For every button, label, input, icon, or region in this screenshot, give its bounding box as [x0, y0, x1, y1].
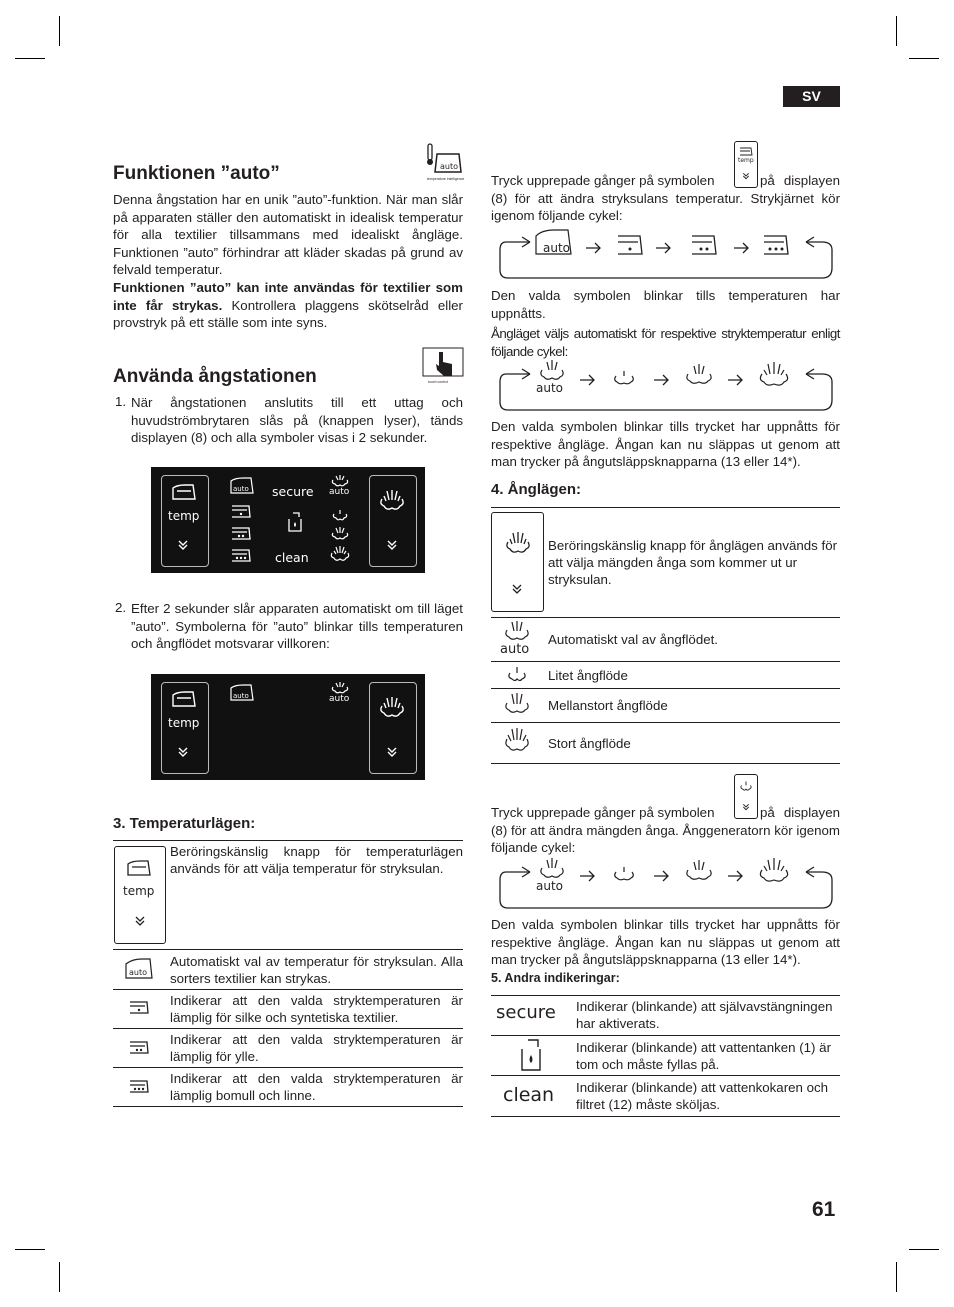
- chevron-down-icon: [177, 539, 189, 551]
- steam-auto-label: auto: [329, 694, 350, 704]
- steam-medium-icon: [330, 526, 350, 541]
- table-rule: [491, 617, 840, 618]
- temp-label: temp: [123, 884, 155, 898]
- iron-icon: [169, 483, 199, 501]
- table-rule: [491, 688, 840, 689]
- temp-cycle-intro-a: Tryck upprepade gånger på symbolen: [491, 173, 715, 188]
- touch-control-icon: [422, 346, 464, 386]
- steam-row-auto: Automatiskt val av ångflödet.: [548, 632, 718, 647]
- table-rule: [491, 661, 840, 662]
- iron-three-dots-icon: [229, 547, 253, 563]
- secure-label: secure: [272, 484, 314, 499]
- svg-text:auto: auto: [233, 692, 249, 700]
- temp-label: temp: [738, 157, 754, 164]
- steam-auto-icon: [502, 620, 532, 642]
- steam-auto-label: auto: [329, 487, 350, 497]
- page-number: 61: [812, 1198, 836, 1221]
- svg-text:auto: auto: [440, 162, 459, 171]
- indicator-clean-text: Indikerar (blinkande) att vattenkokaren och filtret (12) måste sköljas.: [576, 1080, 829, 1112]
- step-2-text: Efter 2 sekunder slår apparaten automatiskt om till läget ”auto”. Symbolerna för ”auto” blinkar tills temperaturen och ångflödet motsvarar villkoren:: [131, 601, 463, 651]
- table-rule: [491, 1035, 840, 1036]
- table-rule: [491, 1116, 840, 1117]
- crop-mark: [59, 1262, 60, 1292]
- svg-text:auto: auto: [129, 968, 148, 977]
- crop-mark: [896, 1262, 897, 1292]
- indicators-title: 5. Andra indikeringar:: [491, 971, 620, 985]
- crop-mark: [909, 58, 939, 59]
- iron-one-dot-icon: [229, 503, 253, 519]
- steam-large-icon: [502, 727, 532, 755]
- clean-label: clean: [275, 550, 309, 565]
- table-rule: [491, 763, 840, 764]
- temp-row-silk: Indikerar att den valda stryktemperaturen är lämplig för silke och syntetiska textilier.: [170, 993, 463, 1025]
- language-badge: SV: [783, 86, 840, 107]
- table-rule: [113, 840, 463, 841]
- water-tank-icon: [518, 1037, 544, 1073]
- crop-mark: [15, 58, 45, 59]
- chevron-down-icon: [177, 746, 189, 758]
- iron-one-dot-icon: [127, 999, 151, 1015]
- iron-icon: [169, 690, 199, 708]
- steam-row-small: Litet ångflöde: [548, 668, 628, 683]
- table-rule: [113, 1067, 463, 1068]
- table-rule: [113, 1028, 463, 1029]
- table-rule: [491, 507, 840, 508]
- chevron-down-icon: [386, 539, 398, 551]
- steam-blink-text: Den valda symbolen blinkar tills trycket har uppnåtts för respektive ångläge. Ångan kan nu släppas ut genom att man trycker på ångutsläppsknapparna (13 eller 14*).: [491, 419, 840, 469]
- step-2-number: 2.: [115, 600, 127, 615]
- steam-cycle-intro-a: Tryck upprepade gånger på symbolen: [491, 805, 715, 820]
- steam-large-icon: [329, 545, 351, 563]
- temp-intro: Beröringskänslig knapp för temperaturlägen används för att välja temperatur för stryksulan.: [170, 844, 463, 876]
- crop-mark: [896, 16, 897, 46]
- iron-auto-icon: [122, 956, 156, 980]
- table-rule: [491, 995, 840, 996]
- cycle-auto-label: auto: [543, 241, 571, 255]
- temp-label: temp: [168, 716, 200, 730]
- iron-two-dots-icon: [229, 525, 253, 541]
- iron-auto-icon: [227, 477, 257, 495]
- steam-large-icon: [377, 489, 407, 513]
- steam-cycle-intro-b: på displayen (8) för att ändra mängden ånga. Ånggeneratorn kör igenom följande cykel:: [491, 805, 840, 855]
- table-rule: [113, 989, 463, 990]
- auto-section-title: Funktionen ”auto”: [113, 163, 280, 184]
- steam-large-icon: [377, 696, 407, 720]
- auto-paragraph-2: [113, 279, 463, 332]
- cycle-auto-label: auto: [536, 879, 564, 893]
- steam-auto-intro: Ångläget väljs automatiskt för respektive stryktemperatur enligt följande cykel:: [491, 326, 840, 359]
- crop-mark: [15, 1249, 45, 1250]
- temperature-intelligence-icon: [425, 142, 465, 182]
- steam-row-medium: Mellanstort ångflöde: [548, 698, 668, 713]
- temp-row-auto: Automatiskt val av temperatur för stryksulan. Alla sorters textilier kan strykas.: [170, 954, 463, 986]
- iron-two-dots-icon: [127, 1039, 151, 1055]
- temp-cycle-intro-b: på displayen (8) för att ändra stryksulans temperatur. Strykjärnet kör igenom följande cykel:: [491, 173, 840, 223]
- steam-button-icon: [491, 512, 544, 612]
- display-panel-all-symbols: [151, 467, 425, 573]
- steam-medium-icon: [502, 692, 532, 716]
- crop-mark: [909, 1249, 939, 1250]
- auto-warning-bold: Funktionen ”auto” kan inte användas för textilier som inte får strykas.: [113, 280, 463, 313]
- iron-auto-icon: [227, 684, 257, 702]
- table-rule: [113, 949, 463, 950]
- temp-button-icon: [114, 846, 166, 944]
- step-1-text: När ångstationen anslutits till ett uttag och huvudströmbrytaren slås på (knappen lyser), tänds displayen (8) och alla symboler visas i 2 sekunder.: [131, 395, 463, 445]
- steam-auto-label: auto: [500, 642, 530, 657]
- table-rule: [113, 1106, 463, 1107]
- iron-three-dots-icon: [127, 1078, 151, 1094]
- temp-row-wool: Indikerar att den valda stryktemperaturen är lämplig för ylle.: [170, 1032, 463, 1064]
- temp-section-title: 3. Temperaturlägen:: [113, 815, 256, 832]
- chevron-down-icon: [386, 746, 398, 758]
- steam-section-title: 4. Ånglägen:: [491, 481, 582, 498]
- steam-blink-text-2: Den valda symbolen blinkar tills trycket har uppnåtts för respektive ångläge. Ångan kan nu släppas ut genom att man trycker på ångutsläppsknapparna (13 eller 14*).: [491, 917, 840, 967]
- temp-blink-text: Den valda symbolen blinkar tills temperaturen har uppnåtts.: [491, 288, 840, 321]
- clean-label: clean: [503, 1084, 555, 1106]
- auto-paragraph-1: Denna ångstation har en unik ”auto”-funktion. När man slår på apparaten ställer den automatiskt in idealisk temperatur för alla textilier tillsammans med idealiskt ångläge. Funktionen ”auto” förhindrar att kläder skadas på grund av felvald temperatur.: [113, 192, 463, 277]
- indicator-water-text: Indikerar (blinkande) att vattentanken (1) är tom och måste fyllas på.: [576, 1040, 831, 1072]
- temp-row-cotton: Indikerar att den valda stryktemperaturen är lämplig bomull och linne.: [170, 1071, 463, 1103]
- touch-control-caption: touch control: [428, 380, 449, 384]
- steam-small-icon: [506, 665, 528, 683]
- svg-text:auto: auto: [233, 485, 249, 493]
- steam-intro: Beröringskänslig knapp för ånglägen används för att välja mängden ånga som kommer ut ur stryksulan.: [548, 538, 838, 587]
- water-tank-icon: [285, 511, 303, 533]
- table-rule: [491, 1075, 840, 1076]
- steam-small-icon: [331, 508, 349, 522]
- temp-label: temp: [168, 509, 200, 523]
- temperature-intelligence-caption: temperature intelligence: [427, 177, 465, 181]
- auto-warning-rest: Kontrollera plaggens skötselråd eller provstryk på ett ställe som inte syns.: [113, 297, 463, 330]
- step-1-number: 1.: [115, 394, 127, 409]
- display-panel-auto: [151, 674, 425, 780]
- secure-label: secure: [496, 1002, 556, 1023]
- crop-mark: [59, 16, 60, 46]
- steam-row-large: Stort ångflöde: [548, 736, 631, 751]
- use-section-title: Använda ångstationen: [113, 366, 317, 387]
- cycle-auto-label: auto: [536, 381, 564, 395]
- indicator-secure-text: Indikerar (blinkande) att självavstängningen har aktiverats.: [576, 999, 833, 1031]
- table-rule: [491, 722, 840, 723]
